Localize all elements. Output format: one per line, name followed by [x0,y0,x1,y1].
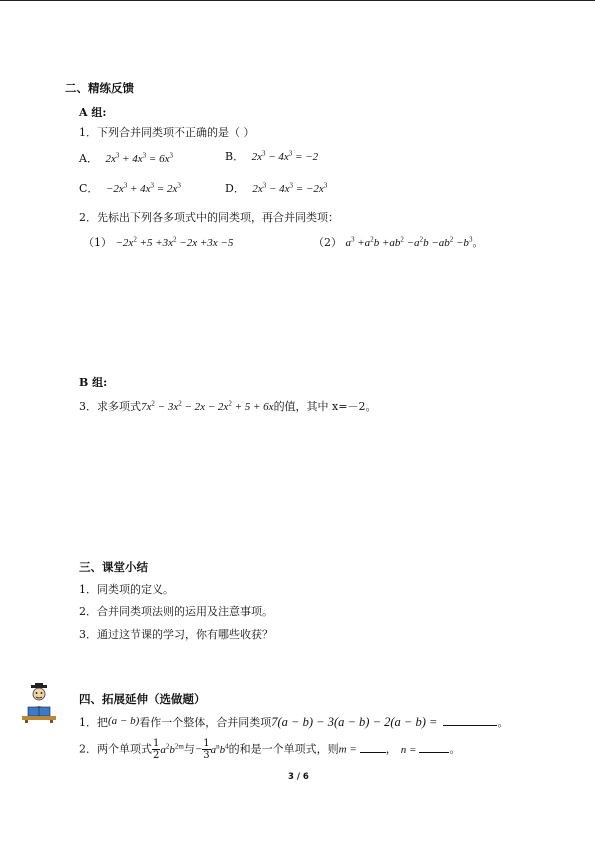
answer-blank[interactable] [443,725,497,726]
page-top-rule [0,0,595,1]
summary-item-1: 1．同类项的定义。 [79,583,174,596]
question-2: 2．先标出下列各多项式中的同类项，再合并同类项： [79,211,339,224]
q2-part-2: （2） $a^3 +a^2b +ab^2 -a^2b -ab^2 -b^3$。 [313,235,484,249]
q1-option-d: D． $2x^3 - 4x^3 = -2x^3$ [225,181,328,195]
summary-item-3: 3．通过这节课的学习，你有哪些收获？ [79,628,273,641]
question-3: 3．求多项式$7x^2 - 3x^2 - 2x - 2x^2 + 5 + 6x$的值，其中 x=－2。 [79,399,377,413]
teacher-reading-icon [19,683,59,723]
q1-option-b: B． $2x^3 - 4x^3 = -2$ [225,149,319,163]
n-answer-blank[interactable] [419,752,449,753]
group-a-label: A 组: [79,106,107,119]
q1-option-c: C． $-2x^3 + 4x^3 = 2x^3$ [79,181,181,195]
m-answer-blank[interactable] [360,752,386,753]
section-title-4: 四、拓展延伸（选做题） [79,692,206,706]
question-5: 2．两个单项式 $\frac{1}{2}$ $a^2b^{2m}$与− $\frac{1}{3}$ $a^nb^4$的和是一个单项式，则m = ， n = 。 [79,738,461,761]
group-b-label: B 组: [79,376,108,389]
q1-option-a: A． $2x^3 + 4x^3 = 6x^3$ [79,151,173,165]
section-title-3: 三、课堂小结 [79,560,148,574]
question-1: 1．下列合并同类项不正确的是（ ） [79,126,255,139]
summary-item-2: 2．合并同类项法则的运用及注意事项。 [79,605,273,618]
section-title-2: 二、精练反馈 [65,81,134,95]
question-4: 1．把(a − b)看作一个整体，合并同类项7(a − b) − 3(a − b) − 2(a − b) = 。 [79,715,509,729]
page-number: 3 / 6 [288,772,309,782]
q2-part-1: $(1) -2x^2 +5 +3x^2 -2x +3x -5$ [83,235,234,249]
